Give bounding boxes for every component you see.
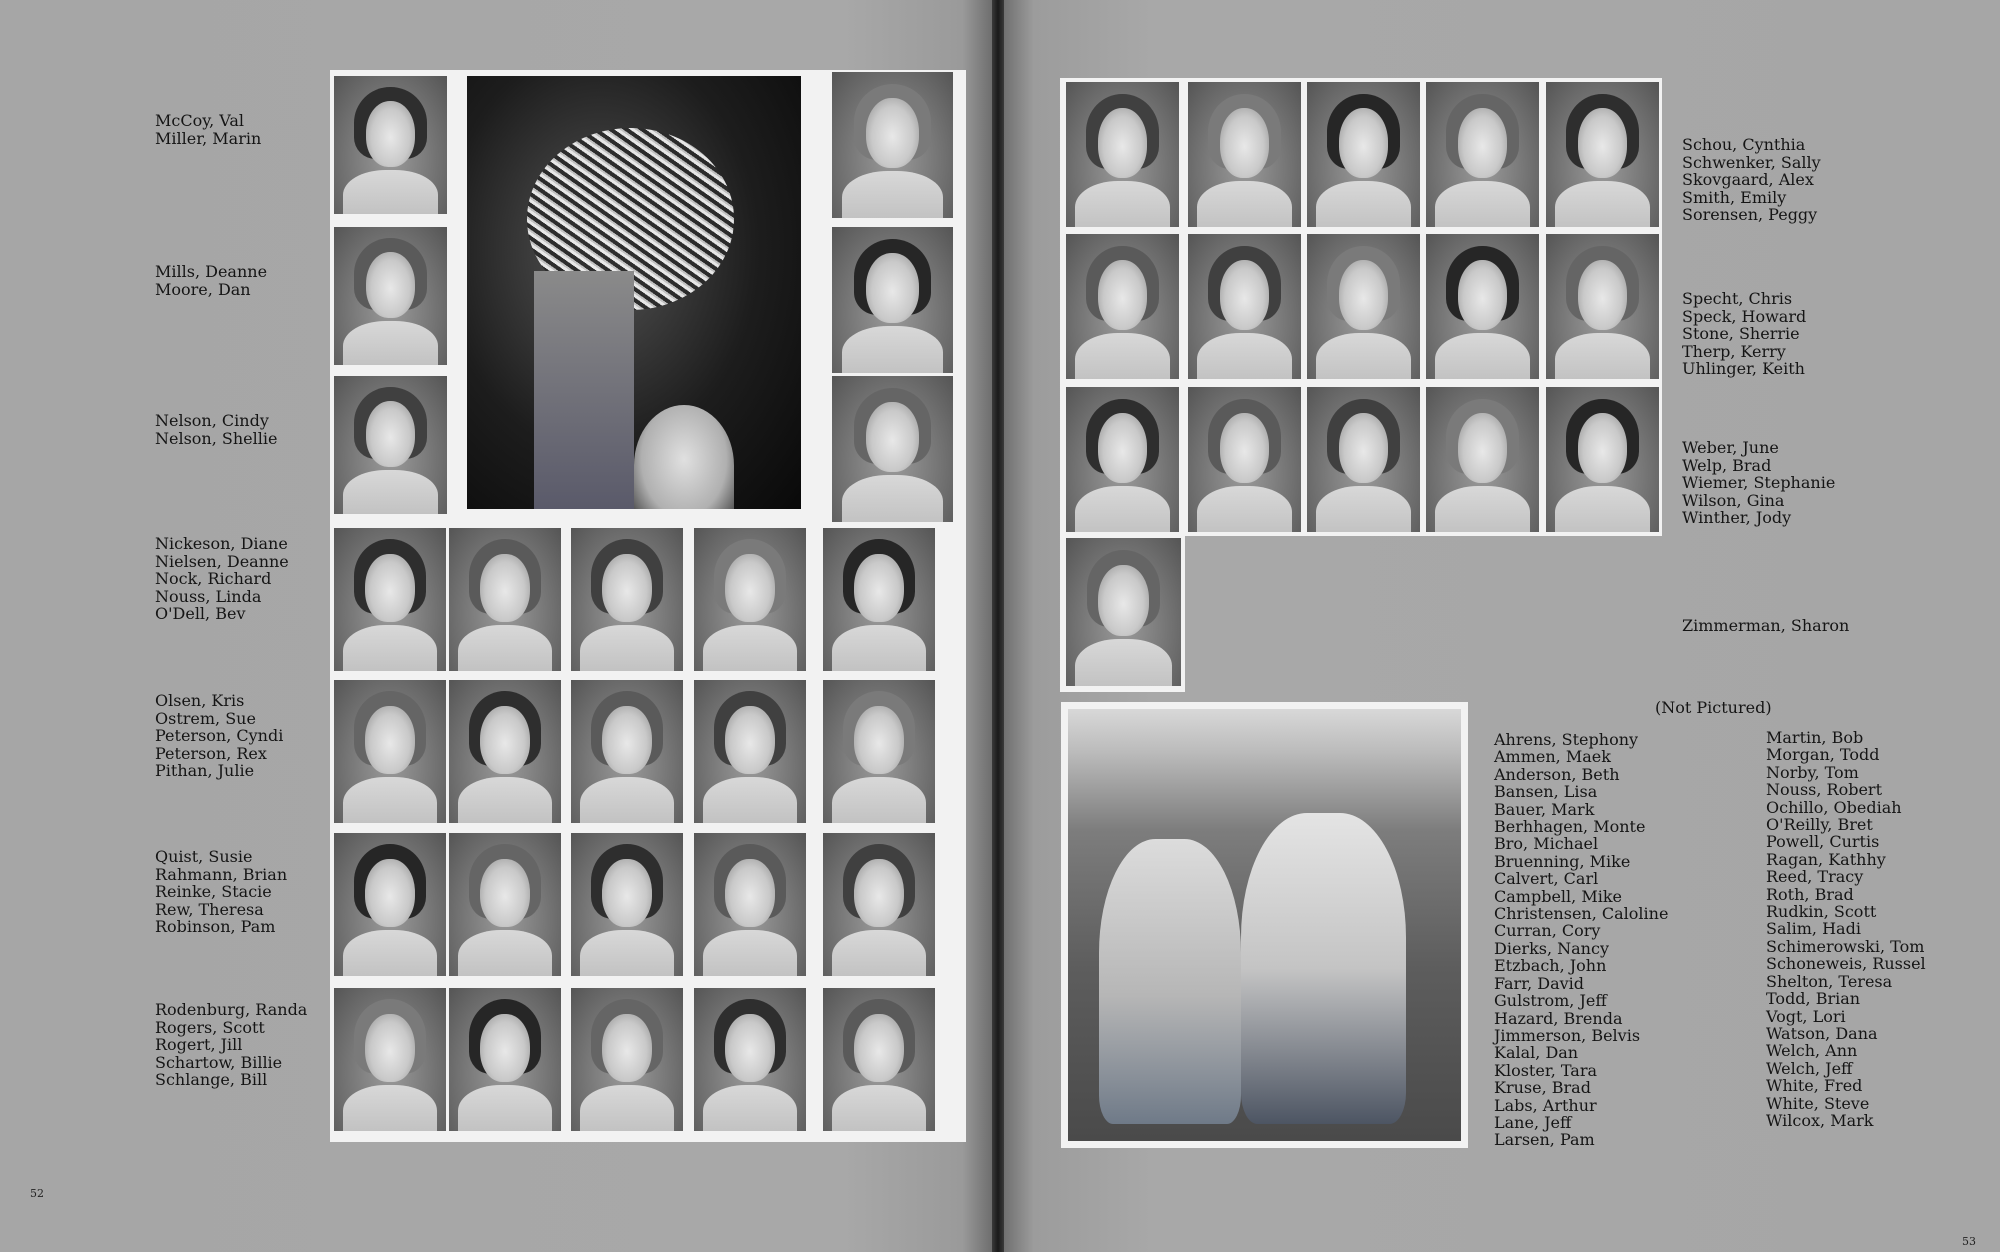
student-name: Pithan, Julie — [155, 761, 255, 780]
student-name: Nock, Richard — [155, 569, 272, 588]
student-portrait — [449, 833, 561, 976]
not-pictured-name: Anderson, Beth — [1494, 764, 1620, 784]
not-pictured-name: Bro, Michael — [1494, 834, 1599, 854]
student-name: Reinke, Stacie — [155, 882, 272, 901]
name-group-8 — [1682, 136, 1821, 224]
book-gutter — [992, 0, 1004, 1252]
not-pictured-name: Watson, Dana — [1766, 1023, 1878, 1043]
student-portrait — [832, 72, 953, 218]
student-name: Ostrem, Sue — [155, 708, 256, 728]
student-portrait — [334, 833, 446, 976]
name-group-10 — [1682, 439, 1835, 527]
name-group-3 — [155, 412, 277, 447]
not-pictured-heading: (Not Pictured) — [1655, 698, 1772, 717]
student-name: Rodenburg, Randa — [155, 1000, 308, 1019]
not-pictured-name: Labs, Arthur — [1494, 1095, 1597, 1115]
student-portrait — [1066, 538, 1181, 686]
student-portrait — [334, 680, 446, 823]
student-portrait — [1546, 82, 1659, 227]
student-name: Nelson, Cindy — [155, 411, 269, 430]
not-pictured-name: Hazard, Brenda — [1494, 1008, 1623, 1028]
not-pictured-name: Ahrens, Stephony — [1494, 730, 1639, 749]
student-name: Peterson, Cyndi — [155, 726, 284, 745]
student-portrait — [694, 528, 806, 671]
student-name: Speck, Howard — [1682, 306, 1807, 326]
student-name: Quist, Susie — [155, 847, 253, 866]
student-name: Schartow, Billie — [155, 1052, 283, 1072]
student-portrait — [334, 76, 447, 214]
student-portrait — [1066, 387, 1179, 532]
student-name: Rew, Theresa — [155, 899, 264, 919]
student-portrait — [1546, 234, 1659, 379]
student-name: Wilson, Gina — [1682, 490, 1785, 510]
not-pictured-name: Nouss, Robert — [1766, 780, 1882, 800]
student-portrait — [832, 376, 953, 522]
not-pictured-name: Etzbach, John — [1494, 956, 1607, 976]
student-portrait — [832, 227, 953, 373]
not-pictured-name: Wilcox, Mark — [1766, 1110, 1874, 1130]
student-portrait — [1188, 82, 1301, 227]
student-name: Peterson, Rex — [155, 743, 267, 763]
student-portrait — [823, 528, 935, 671]
student-portrait — [334, 528, 446, 671]
student-name: Zimmerman, Sharon — [1682, 616, 1850, 635]
student-portrait — [449, 528, 561, 671]
student-name: Robinson, Pam — [155, 917, 276, 936]
student-name: Therp, Kerry — [1682, 341, 1786, 361]
name-group-11 — [1682, 617, 1849, 635]
name-group-1 — [155, 112, 261, 147]
name-group-7 — [155, 1001, 307, 1089]
student-name: O'Dell, Bev — [155, 604, 246, 623]
not-pictured-name: Welch, Jeff — [1766, 1058, 1853, 1078]
page-number-right: 53 — [1962, 1235, 1976, 1248]
student-name: Uhlinger, Keith — [1682, 359, 1805, 378]
not-pictured-name: Martin, Bob — [1766, 728, 1864, 747]
student-portrait — [334, 988, 446, 1131]
candid-straw-photo — [467, 76, 801, 509]
not-pictured-name: Rudkin, Scott — [1766, 902, 1877, 922]
student-name: Nielsen, Deanne — [155, 551, 289, 571]
not-pictured-name: Welch, Ann — [1766, 1041, 1858, 1061]
student-name: Schou, Cynthia — [1682, 135, 1806, 154]
student-portrait — [571, 680, 683, 823]
not-pictured-name: Schoneweis, Russel — [1766, 954, 1926, 974]
student-portrait — [1426, 82, 1539, 227]
not-pictured-name: Roth, Brad — [1766, 884, 1854, 904]
not-pictured-name: Dierks, Nancy — [1494, 938, 1609, 958]
not-pictured-name: Kalal, Dan — [1494, 1043, 1579, 1063]
student-name: Sorensen, Peggy — [1682, 205, 1818, 224]
name-group-2 — [155, 263, 267, 298]
student-name: Olsen, Kris — [155, 691, 245, 710]
student-portrait — [1307, 234, 1420, 379]
student-portrait — [571, 528, 683, 671]
student-name: Winther, Jody — [1682, 508, 1792, 527]
not-pictured-list-2 — [1766, 729, 1926, 1129]
not-pictured-name: White, Steve — [1766, 1093, 1870, 1113]
name-group-9 — [1682, 290, 1806, 378]
student-name: Schlange, Bill — [155, 1070, 268, 1089]
student-portrait — [449, 680, 561, 823]
student-name: Rogers, Scott — [155, 1017, 265, 1037]
student-name: Smith, Emily — [1682, 187, 1787, 207]
not-pictured-name: Curran, Cory — [1494, 921, 1601, 941]
student-name: Welp, Brad — [1682, 455, 1772, 475]
not-pictured-name: Christensen, Caloline — [1494, 904, 1669, 924]
student-name: Schwenker, Sally — [1682, 152, 1821, 172]
not-pictured-name: Vogt, Lori — [1766, 1006, 1846, 1026]
student-portrait — [1426, 234, 1539, 379]
not-pictured-list-1 — [1494, 731, 1668, 1149]
not-pictured-name: Ammen, Maek — [1494, 747, 1611, 767]
student-portrait — [694, 988, 806, 1131]
student-name: Specht, Chris — [1682, 289, 1793, 308]
student-name: Nouss, Linda — [155, 586, 262, 606]
student-portrait — [1188, 234, 1301, 379]
not-pictured-name: Shelton, Teresa — [1766, 971, 1893, 991]
page-number-left: 52 — [30, 1187, 44, 1200]
student-name: McCoy, Val — [155, 111, 245, 130]
not-pictured-name: Bruenning, Mike — [1494, 851, 1631, 871]
student-portrait — [1546, 387, 1659, 532]
not-pictured-name: White, Fred — [1766, 1076, 1863, 1096]
student-portrait — [823, 988, 935, 1131]
not-pictured-name: Campbell, Mike — [1494, 886, 1622, 906]
student-portrait — [571, 988, 683, 1131]
student-name: Miller, Marin — [155, 128, 262, 148]
not-pictured-name: Schimerowski, Tom — [1766, 936, 1925, 956]
student-portrait — [334, 376, 447, 514]
not-pictured-name: Powell, Curtis — [1766, 832, 1880, 852]
not-pictured-name: Reed, Tracy — [1766, 867, 1864, 887]
name-group-4 — [155, 535, 289, 623]
student-portrait — [823, 680, 935, 823]
student-name: Rahmann, Brian — [155, 864, 288, 884]
not-pictured-name: Salim, Hadi — [1766, 919, 1861, 939]
student-name: Mills, Deanne — [155, 262, 268, 281]
not-pictured-name: Morgan, Todd — [1766, 745, 1880, 765]
student-portrait — [1307, 387, 1420, 532]
student-portrait — [694, 833, 806, 976]
not-pictured-name: Lane, Jeff — [1494, 1112, 1572, 1132]
not-pictured-name: Farr, David — [1494, 973, 1585, 993]
not-pictured-name: Ochillo, Obediah — [1766, 797, 1902, 817]
student-portrait — [449, 988, 561, 1131]
not-pictured-name: Norby, Tom — [1766, 762, 1859, 782]
student-name: Skovgaard, Alex — [1682, 170, 1814, 189]
not-pictured-name: O'Reilly, Bret — [1766, 815, 1873, 835]
student-name: Weber, June — [1682, 438, 1779, 457]
student-name: Wiemer, Stephanie — [1682, 473, 1836, 492]
not-pictured-name: Berhhagen, Monte — [1494, 817, 1646, 837]
not-pictured-name: Gulstrom, Jeff — [1494, 991, 1607, 1011]
not-pictured-name: Larsen, Pam — [1494, 1130, 1595, 1150]
student-portrait — [694, 680, 806, 823]
not-pictured-name: Kruse, Brad — [1494, 1078, 1591, 1098]
student-portrait — [571, 833, 683, 976]
name-group-6 — [155, 848, 287, 936]
not-pictured-name: Calvert, Carl — [1494, 869, 1599, 889]
not-pictured-name: Bansen, Lisa — [1494, 782, 1598, 802]
not-pictured-name: Jimmerson, Belvis — [1494, 1025, 1641, 1045]
not-pictured-name: Bauer, Mark — [1494, 799, 1595, 819]
name-group-5 — [155, 692, 283, 780]
student-portrait — [1188, 387, 1301, 532]
not-pictured-name: Todd, Brian — [1766, 989, 1861, 1009]
student-name: Nelson, Shellie — [155, 428, 278, 448]
student-portrait — [1307, 82, 1420, 227]
student-portrait — [823, 833, 935, 976]
not-pictured-name: Kloster, Tara — [1494, 1060, 1598, 1080]
not-pictured-name: Ragan, Kathhy — [1766, 849, 1886, 869]
student-portrait — [334, 227, 447, 365]
student-name: Nickeson, Diane — [155, 534, 288, 553]
student-portrait — [1426, 387, 1539, 532]
student-portrait — [1066, 234, 1179, 379]
student-name: Moore, Dan — [155, 279, 251, 299]
student-name: Stone, Sherrie — [1682, 324, 1800, 343]
student-name: Rogert, Jill — [155, 1035, 243, 1054]
candid-couple-photo — [1068, 709, 1461, 1141]
student-portrait — [1066, 82, 1179, 227]
